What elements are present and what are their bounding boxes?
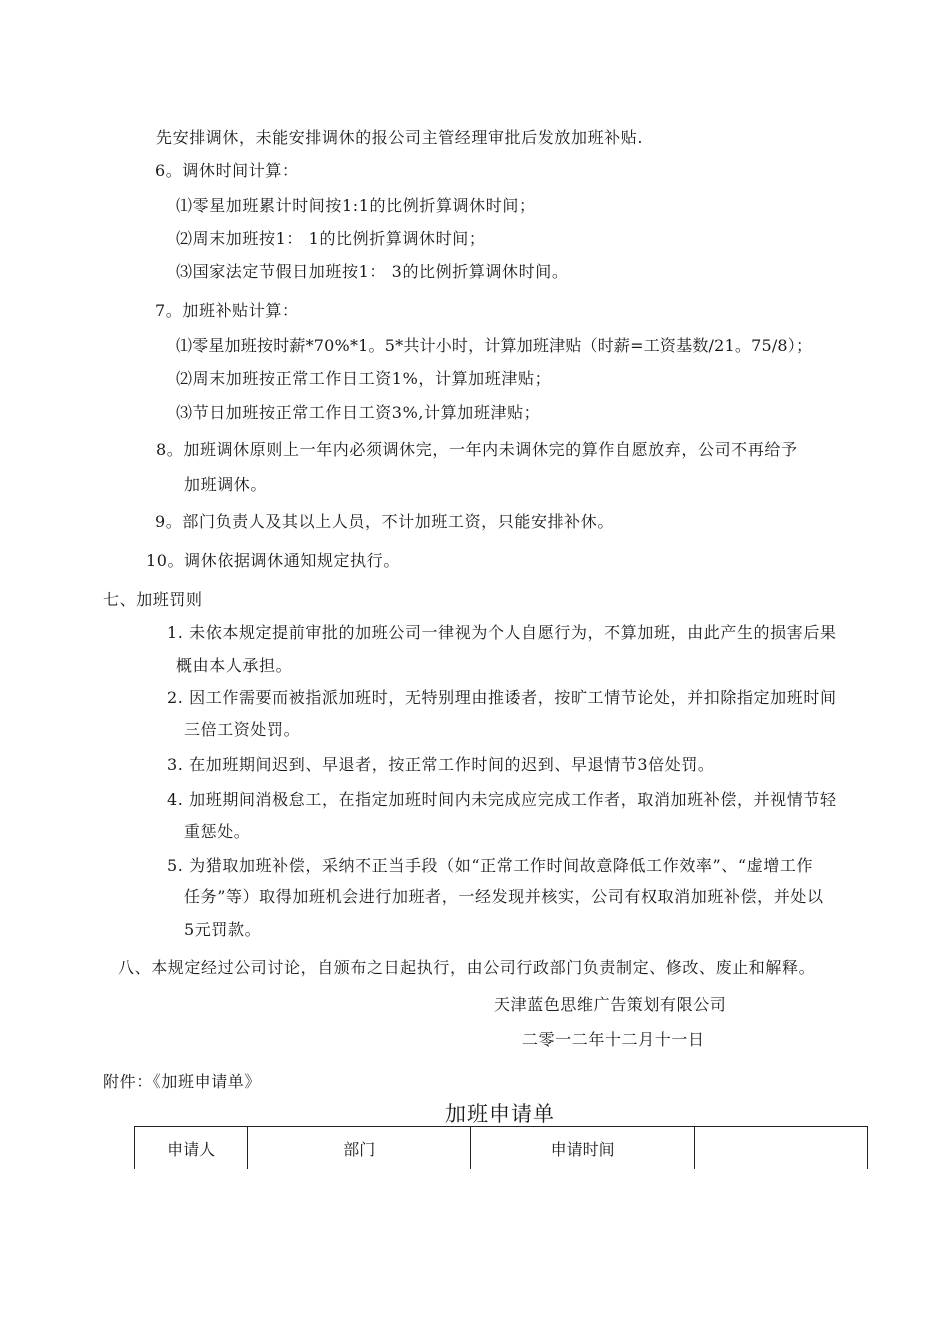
paragraph-line: 先安排调休，未能安排调休的报公司主管经理审批后发放加班补贴. — [156, 128, 644, 147]
list-item: 5. 为猎取加班补偿，采纳不正当手段（如“正常工作时间故意降低工作效率”、“虚增工作 — [167, 856, 814, 875]
paragraph-line: 8。加班调休原则上一年内必须调休完，一年内未调休完的算作自愿放弃，公司不再给予 — [156, 440, 798, 459]
list-item: ⑴零星加班累计时间按1:1的比例折算调休时间； — [176, 196, 536, 215]
overtime-application-table — [134, 1126, 868, 1169]
table-cell-department: 部门 — [248, 1127, 471, 1170]
section-heading: 6。调休时间计算： — [155, 161, 299, 180]
table-cell-applicant: 申请人 — [135, 1127, 248, 1170]
paragraph-line: 加班调休。 — [184, 475, 268, 494]
list-item: 4. 加班期间消极怠工，在指定加班时间内未完成应完成工作者，取消加班补偿，并视情节轻 — [167, 790, 837, 809]
section-heading: 七、加班罚则 — [103, 590, 203, 609]
section-heading: 7。加班补贴计算： — [155, 301, 299, 320]
list-item: ⑴零星加班按时薪*70%*1。5*共计小时，计算加班津贴（时薪=工资基数/21。75/8）； — [176, 336, 813, 355]
document-date: 二零一二年十二月十一日 — [522, 1030, 705, 1049]
list-item: ⑶国家法定节假日加班按1： 3的比例折算调休时间。 — [176, 262, 569, 281]
paragraph-line: 5元罚款。 — [184, 920, 262, 939]
list-item: ⑶节日加班按正常工作日工资3%,计算加班津贴； — [176, 403, 541, 422]
list-item: 1. 未依本规定提前审批的加班公司一律视为个人自愿行为，不算加班，由此产生的损害后果 — [167, 623, 837, 642]
paragraph-line: 10。调休依据调休通知规定执行。 — [146, 551, 400, 570]
list-item: 2. 因工作需要而被指派加班时，无特别理由推诿者，按旷工情节论处，并扣除指定加班时间 — [167, 688, 837, 707]
section-heading: 八、本规定经过公司讨论，自颁布之日起执行，由公司行政部门负责制定、修改、废止和解释。 — [118, 958, 816, 977]
list-item: ⑵周末加班按1： 1的比例折算调休时间； — [176, 229, 486, 248]
paragraph-line: 任务”等）取得加班机会进行加班者，一经发现并核实，公司有权取消加班补偿，并处以 — [184, 887, 824, 906]
paragraph-line: 三倍工资处罚。 — [184, 720, 301, 739]
paragraph-line: 9。部门负责人及其以上人员，不计加班工资，只能安排补休。 — [155, 512, 614, 531]
table-row — [135, 1127, 868, 1170]
list-item: ⑵周末加班按正常工作日工资1%，计算加班津贴； — [176, 369, 552, 388]
table-cell-blank[interactable] — [694, 1127, 867, 1170]
form-title: 加班申请单 — [445, 1102, 555, 1126]
paragraph-line: 重惩处。 — [184, 822, 251, 841]
list-item: 3. 在加班期间迟到、早退者，按正常工作时间的迟到、早退情节3倍处罚。 — [167, 755, 715, 774]
company-signature: 天津蓝色思维广告策划有限公司 — [494, 995, 727, 1014]
paragraph-line: 概由本人承担。 — [176, 656, 293, 675]
table-cell-apply-time: 申请时间 — [471, 1127, 694, 1170]
attachment-label: 附件：《加班申请单》 — [103, 1072, 262, 1091]
